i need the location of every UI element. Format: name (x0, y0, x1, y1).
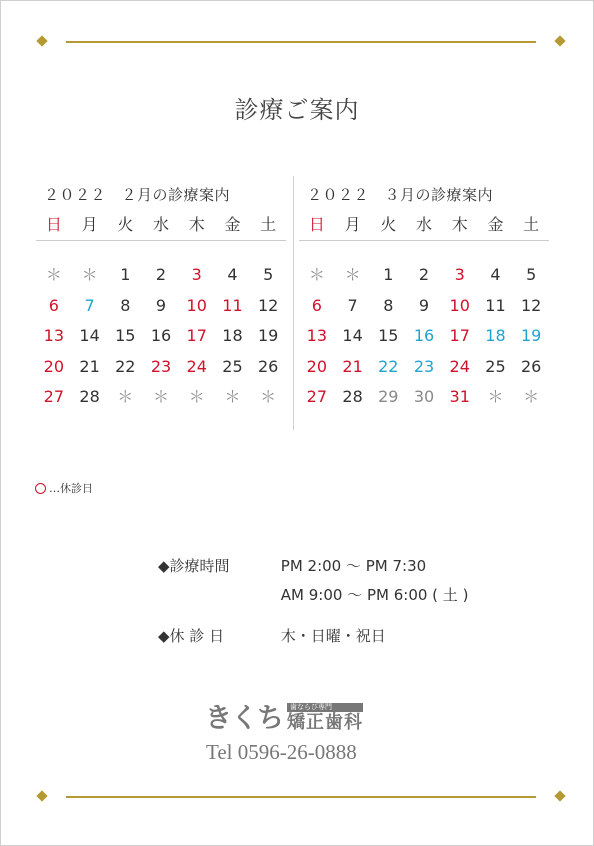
calendar-day: 5 (263, 265, 274, 284)
weekday-thu: 木 (188, 215, 205, 234)
calendar-day: ＊ (224, 387, 241, 406)
calendar-day: 10 (186, 295, 207, 315)
calendar-day: ＊ (188, 387, 205, 406)
calendar-day: 15 (115, 326, 136, 345)
calendar-day: 2 (155, 265, 167, 284)
calendar-title: ２０２２ ２月の診療案内 (44, 186, 231, 204)
calendar-day: ＊ (45, 265, 62, 284)
calendar-day: 20 (43, 356, 65, 376)
calendar-day: 30 (413, 387, 435, 406)
calendar-day: 26 (520, 356, 542, 376)
clinic-logo (205, 703, 363, 734)
calendar-day: 22 (115, 356, 136, 376)
calendar-day: 8 (383, 295, 394, 315)
calendar-day: 22 (378, 356, 399, 376)
calendar-week-row (36, 291, 286, 322)
calendar-day: 1 (383, 265, 394, 284)
calendar-day: ＊ (153, 387, 170, 406)
calendar-week-row (299, 382, 549, 413)
calendar-day: 9 (418, 295, 430, 315)
calendar-day: 19 (257, 326, 279, 345)
weekday-thu: 木 (451, 215, 468, 234)
page-title: 診療ご案内 (234, 96, 360, 124)
calendar-day: 23 (150, 356, 172, 376)
calendar-day: 1 (120, 265, 131, 284)
calendar-day: 2 (418, 265, 430, 284)
logo-main: きくち (205, 703, 283, 734)
calendar-day: 5 (526, 265, 537, 284)
calendar-day: ＊ (344, 265, 361, 284)
calendar-march (299, 184, 549, 413)
weekday-wed: 水 (153, 215, 170, 234)
calendar-day: 17 (449, 326, 470, 345)
calendar-day: 9 (155, 295, 167, 315)
calendar-day: 31 (449, 387, 470, 406)
calendar-day: 25 (222, 356, 243, 376)
calendar-day: 12 (520, 295, 542, 315)
calendar-day: 12 (257, 295, 279, 315)
calendar-day: 7 (84, 295, 95, 315)
calendar-day: 11 (485, 295, 506, 315)
weekday-header (299, 214, 549, 241)
calendar-day: 10 (449, 295, 470, 315)
calendar-day: 18 (222, 326, 243, 345)
calendar-week-row (36, 321, 286, 352)
calendar-day: 26 (257, 356, 279, 376)
calendar-day: 15 (378, 326, 399, 345)
calendar-week-row (36, 260, 286, 291)
calendar-body (36, 260, 286, 413)
weekday-sat: 土 (523, 215, 540, 234)
closed-days-row (158, 625, 386, 646)
hours-row-saturday (158, 584, 468, 605)
calendar-day: 21 (79, 356, 100, 376)
weekday-wed: 水 (416, 215, 433, 234)
calendar-day: 28 (79, 387, 100, 406)
calendar-day: ＊ (523, 387, 540, 406)
top-rule (66, 41, 536, 43)
calendar-day: 13 (43, 326, 65, 345)
calendar-day: 24 (186, 356, 207, 376)
calendar-body (299, 260, 549, 413)
closed-day-legend (35, 480, 93, 496)
weekday-mon: 月 (81, 215, 98, 234)
hours-label: ◆診療時間 (158, 557, 230, 575)
calendar-divider (293, 176, 294, 430)
calendar-day: 16 (413, 326, 435, 345)
legend-text: …休診日 (49, 482, 93, 495)
weekday-sun: 日 (308, 215, 325, 234)
calendar-week-row (36, 382, 286, 413)
calendar-day: 19 (520, 326, 542, 345)
calendar-day: 14 (79, 326, 100, 345)
calendar-february (36, 184, 286, 413)
calendar-day: 28 (342, 387, 363, 406)
calendar-week-row (36, 352, 286, 383)
calendar-week-row (299, 321, 549, 352)
calendar-day: 18 (485, 326, 506, 345)
calendar-day: 3 (454, 265, 465, 284)
weekday-header (36, 214, 286, 241)
calendar-title: ２０２２ ３月の診療案内 (307, 186, 494, 204)
hours-saturday: AM 9:00 〜 PM 6:00 ( 土 ) (280, 586, 469, 604)
weekday-sun: 日 (45, 215, 62, 234)
calendar-day: 23 (413, 356, 435, 376)
calendar-day: ＊ (260, 387, 277, 406)
calendar-day: ＊ (487, 387, 504, 406)
closed-label: ◆休 診 日 (158, 627, 225, 645)
weekday-sat: 土 (260, 215, 277, 234)
calendar-day: 24 (449, 356, 470, 376)
calendar-day: 27 (43, 387, 65, 406)
weekday-fri: 金 (224, 215, 241, 234)
calendar-day: ＊ (308, 265, 325, 284)
calendar-day: 13 (306, 326, 328, 345)
calendar-day: 27 (306, 387, 328, 406)
calendar-day: ＊ (117, 387, 134, 406)
calendar-week-row (299, 260, 549, 291)
calendar-week-row (299, 352, 549, 383)
calendar-day: 7 (347, 295, 358, 315)
telephone: Tel 0596-26-0888 (206, 740, 357, 764)
calendar-day: 6 (48, 295, 59, 315)
calendar-day: 17 (186, 326, 207, 345)
hours-row (158, 555, 426, 576)
logo-tagline: 歯ならび専門 (287, 703, 363, 712)
calendar-week-row (299, 291, 549, 322)
calendar-day: 4 (490, 265, 501, 284)
calendar-day: 16 (150, 326, 172, 345)
calendar-day: 6 (311, 295, 322, 315)
calendar-day: 3 (191, 265, 202, 284)
closed-value: 木・日曜・祝日 (280, 627, 386, 645)
weekday-tue: 火 (380, 215, 397, 234)
logo-sub (287, 703, 363, 734)
calendar-day: 29 (378, 387, 399, 406)
weekday-mon: 月 (344, 215, 361, 234)
hours-weekday: PM 2:00 〜 PM 7:30 (280, 557, 427, 575)
calendar-day: ＊ (81, 265, 98, 284)
calendar-day: 14 (342, 326, 363, 345)
weekday-tue: 火 (117, 215, 134, 234)
calendar-day: 11 (222, 295, 243, 315)
calendar-day: 25 (485, 356, 506, 376)
weekday-fri: 金 (487, 215, 504, 234)
calendar-day: 20 (306, 356, 328, 376)
bottom-rule (66, 796, 536, 798)
calendar-day: 21 (342, 356, 363, 376)
red-circle-icon (35, 483, 46, 494)
calendar-day: 4 (227, 265, 238, 284)
logo-name: 矯正歯科 (287, 712, 363, 733)
calendar-day: 8 (120, 295, 131, 315)
